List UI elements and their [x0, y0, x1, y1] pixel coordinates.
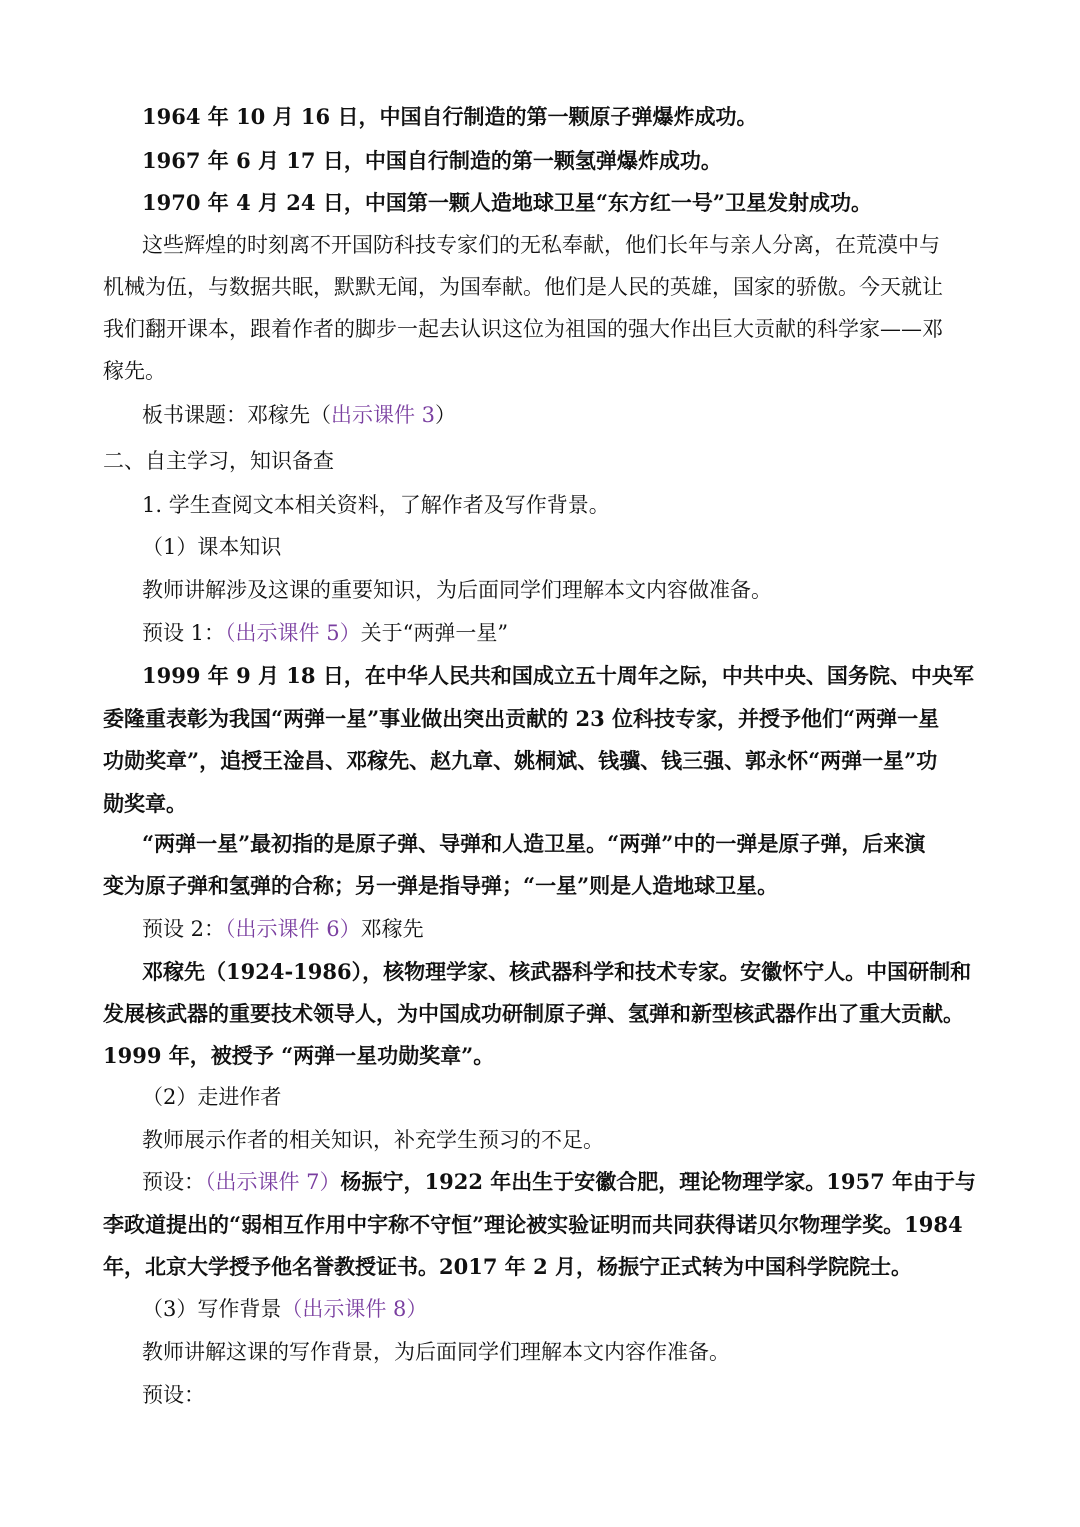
intro-line-3: 我们翻开课本，跟着作者的脚步一起去认识这位为祖国的强大作出巨大贡献的科学家——邓: [103, 317, 943, 341]
intro-line-1: 这些辉煌的时刻离不开国防科技专家们的无私奉献，他们长年与亲人分离，在荒漠中与: [142, 233, 940, 257]
para-yang-line-2: 年，北京大学授予他名誉教授证书。2017 年 2 月，杨振宁正式转为中国科学院院士。: [103, 1254, 912, 1279]
para-deng-line-1: 邓稼先（1924-1986），核物理学家、核武器科学和技术专家。安徽怀宁人。中国研制和: [142, 959, 972, 984]
preset-3-label: 预设：: [142, 1170, 205, 1194]
courseware-6-link[interactable]: （出示课件 6）: [225, 917, 361, 941]
para-1999-line-4: 勋奖章。: [103, 791, 187, 816]
para-deng-line-2: 发展核武器的重要技术领导人，为中国成功研制原子弹、氢弹和新型核武器作出了重大贡献。: [103, 1001, 964, 1026]
preset-2: [142, 914, 424, 944]
para-deng-line-3: 1999 年，被授予 “两弹一星功勋奖章”。: [103, 1043, 495, 1068]
courseware-3-link[interactable]: 出示课件 3: [331, 403, 436, 427]
para-1999-line-2: 委隆重表彰为我国“两弹一星”事业做出突出贡献的 23 位科技专家，并授予他们“两弹一星: [103, 706, 940, 731]
preset-3: [142, 1167, 976, 1197]
sub-heading-3: [142, 1294, 427, 1324]
para-yang-line-1: 李政道提出的“弱相互作用中宇称不守恒”理论被实验证明而共同获得诺贝尔物理学奖。1984: [103, 1212, 963, 1237]
preset-2-rest: 邓稼先: [360, 917, 424, 941]
sub-heading-1: （1）课本知识: [142, 535, 282, 559]
board-title-text: 板书课题：邓稼先（: [142, 403, 331, 427]
courseware-8-link[interactable]: （出示课件 8）: [281, 1297, 428, 1321]
para-liangdan-line-2: 变为原子弹和氢弹的合称；另一弹是指导弹；“一星”则是人造地球卫星。: [103, 873, 779, 898]
preset-1-rest: 关于“两弹一星”: [360, 621, 509, 645]
courseware-7-link[interactable]: （出示课件 7）: [205, 1170, 341, 1194]
item-1: 1. 学生查阅文本相关资料，了解作者及写作背景。: [142, 493, 610, 517]
board-title: [142, 400, 456, 430]
preset-last: 预设：: [142, 1383, 205, 1407]
para-1999-line-1: 1999 年 9 月 18 日，在中华人民共和国成立五十周年之际，中共中央、国务院、中央军: [142, 663, 974, 688]
sub-2-text: 教师展示作者的相关知识，补充学生预习的不足。: [142, 1128, 604, 1152]
preset-1: [142, 618, 508, 648]
section-2-heading: 二、自主学习，知识备查: [103, 449, 334, 473]
para-1967: 1967 年 6 月 17 日，中国自行制造的第一颗氢弹爆炸成功。: [142, 148, 722, 173]
sub-3-label: （3）写作背景: [142, 1297, 282, 1321]
para-1970: 1970 年 4 月 24 日，中国第一颗人造地球卫星“东方红一号”卫星发射成功。: [142, 190, 872, 215]
preset-2-label: 预设 2：: [142, 917, 226, 941]
courseware-5-link[interactable]: （出示课件 5）: [225, 621, 361, 645]
para-1999-line-3: 功勋奖章”，追授王淦昌、邓稼先、赵九章、姚桐斌、钱骥、钱三强、郭永怀“两弹一星”功: [103, 748, 938, 773]
intro-line-4: 稼先。: [103, 359, 166, 383]
sub-1-text: 教师讲解涉及这课的重要知识，为后面同学们理解本文内容做准备。: [142, 578, 772, 602]
preset-3-rest: 杨振宁，1922 年出生于安徽合肥，理论物理学家。1957 年由于与: [340, 1169, 977, 1194]
para-liangdan-line-1: “两弹一星”最初指的是原子弹、导弹和人造卫星。“两弹”中的一弹是原子弹，后来演: [142, 831, 926, 856]
para-1964: 1964 年 10 月 16 日，中国自行制造的第一颗原子弹爆炸成功。: [142, 104, 758, 129]
sub-heading-2: （2）走进作者: [142, 1085, 282, 1109]
intro-line-2: 机械为伍，与数据共眠，默默无闻，为国奉献。他们是人民的英雄，国家的骄傲。今天就让: [103, 275, 943, 299]
preset-1-label: 预设 1：: [142, 621, 226, 645]
sub-3-text: 教师讲解这课的写作背景，为后面同学们理解本文内容作准备。: [142, 1340, 730, 1364]
board-title-close: ）: [435, 403, 457, 427]
